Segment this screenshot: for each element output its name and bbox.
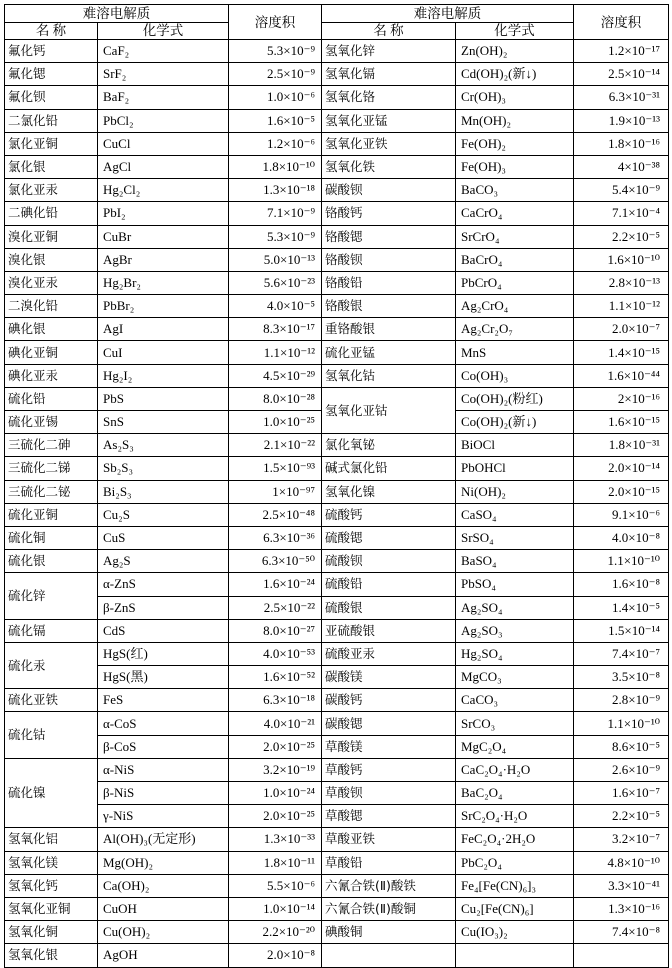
ksp-value: 4.0×10⁻⁸: [574, 526, 669, 549]
compound-formula: Ag₂Cr₂O₇: [456, 318, 574, 341]
ksp-value: 2.5×10⁻²²: [229, 596, 322, 619]
compound-name: 氯化亚汞: [5, 179, 98, 202]
ksp-table: [4, 4, 669, 968]
left-group-header: 难溶电解质: [5, 5, 229, 23]
compound-formula: CuI: [98, 341, 229, 364]
ksp-value: 1.3×10⁻¹⁸: [229, 179, 322, 202]
compound-name: 硫化镉: [5, 619, 98, 642]
table-row: [5, 805, 669, 828]
compound-formula: CdS: [98, 619, 229, 642]
compound-formula: SrF₂: [98, 63, 229, 86]
compound-name: 硫化亚锡: [5, 411, 98, 434]
compound-formula: α-ZnS: [98, 573, 229, 596]
compound-formula: Bi₂S₃: [98, 480, 229, 503]
compound-formula: PbBr₂: [98, 295, 229, 318]
compound-formula: SrC₂O₄·H₂O: [456, 805, 574, 828]
ksp-value: 1.4×10⁻¹⁵: [574, 341, 669, 364]
ksp-value: 1.6×10⁻⁵: [229, 109, 322, 132]
compound-name: 氢氧化铁: [322, 155, 456, 178]
right-group-header: 难溶电解质: [322, 5, 574, 23]
ksp-value: 5.3×10⁻⁹: [229, 225, 322, 248]
compound-formula: Fe(OH)₃: [456, 155, 574, 178]
compound-formula: CaCrO₄: [456, 202, 574, 225]
compound-name: 氢氧化镍: [322, 480, 456, 503]
table-row: [5, 63, 669, 86]
ksp-value: 6.3×10⁻³¹: [574, 86, 669, 109]
table-row: [5, 921, 669, 944]
compound-formula: γ-NiS: [98, 805, 229, 828]
compound-name: 碱式氯化铅: [322, 457, 456, 480]
compound-formula: MnS: [456, 341, 574, 364]
ksp-value: 9.1×10⁻⁶: [574, 503, 669, 526]
ksp-value: 2.2×10⁻⁵: [574, 805, 669, 828]
ksp-value: 4×10⁻³⁸: [574, 155, 669, 178]
compound-name: 碳酸镁: [322, 666, 456, 689]
ksp-value: 1.6×10⁻²⁴: [229, 573, 322, 596]
compound-name: 草酸锶: [322, 805, 456, 828]
left-ksp-header: 溶度积: [229, 5, 322, 40]
ksp-value: 1×10⁻⁹⁷: [229, 480, 322, 503]
empty-cell: [456, 944, 574, 967]
compound-formula: MgCO₃: [456, 666, 574, 689]
ksp-value: 6.3×10⁻⁵⁰: [229, 550, 322, 573]
compound-name: 硫化亚锰: [322, 341, 456, 364]
compound-formula: FeC₂O₄·2H₂O: [456, 828, 574, 851]
compound-formula: CuS: [98, 526, 229, 549]
ksp-value: 1.3×10⁻¹⁶: [574, 897, 669, 920]
compound-formula: HgS(黑): [98, 666, 229, 689]
compound-name: 硫化钴: [5, 712, 98, 758]
compound-name: 氯化银: [5, 155, 98, 178]
compound-name: 硫酸钙: [322, 503, 456, 526]
compound-formula: PbCrO₄: [456, 271, 574, 294]
ksp-value: 2.6×10⁻⁹: [574, 758, 669, 781]
table-row: [5, 573, 669, 596]
ksp-value: 2.0×10⁻⁷: [574, 318, 669, 341]
compound-formula: PbCl₂: [98, 109, 229, 132]
ksp-value: 7.1×10⁻⁴: [574, 202, 669, 225]
compound-formula: Ag₂SO₄: [456, 596, 574, 619]
table-row: [5, 689, 669, 712]
compound-formula: β-ZnS: [98, 596, 229, 619]
ksp-value: 4.8×10⁻¹⁰: [574, 851, 669, 874]
compound-name: 氢氧化铝: [5, 828, 98, 851]
compound-name: 草酸镁: [322, 735, 456, 758]
table-row: [5, 155, 669, 178]
table-row: [5, 550, 669, 573]
table-row: [5, 758, 669, 781]
compound-name: 硫化亚铜: [5, 503, 98, 526]
compound-name: 氢氧化镉: [322, 63, 456, 86]
compound-name: 铬酸铅: [322, 271, 456, 294]
compound-name: 氢氧化铜: [5, 921, 98, 944]
compound-formula: Co(OH)₂(粉红): [456, 387, 574, 410]
compound-formula: Fe(OH)₂: [456, 132, 574, 155]
compound-formula: Mn(OH)₂: [456, 109, 574, 132]
compound-formula: CaC₂O₄·H₂O: [456, 758, 574, 781]
ksp-value: 4.0×10⁻⁵: [229, 295, 322, 318]
compound-formula: CaCO₃: [456, 689, 574, 712]
right-name-header: 名 称: [322, 23, 456, 40]
compound-formula: PbS: [98, 387, 229, 410]
compound-formula: Cd(OH)₂(新↓): [456, 63, 574, 86]
compound-name: 碘酸铜: [322, 921, 456, 944]
ksp-value: 1.1×10⁻¹⁰: [574, 550, 669, 573]
compound-formula: β-NiS: [98, 782, 229, 805]
compound-name: 碘化银: [5, 318, 98, 341]
compound-formula: Ni(OH)₂: [456, 480, 574, 503]
ksp-value: 1.0×10⁻¹⁴: [229, 897, 322, 920]
compound-formula: HgS(红): [98, 642, 229, 665]
table-row: [5, 457, 669, 480]
compound-formula: CuCl: [98, 132, 229, 155]
ksp-value: 1.0×10⁻⁶: [229, 86, 322, 109]
compound-name: 氯化亚铜: [5, 132, 98, 155]
table-row: [5, 341, 669, 364]
ksp-value: 1.0×10⁻²⁴: [229, 782, 322, 805]
left-formula-header: 化学式: [98, 23, 229, 40]
compound-formula: CaF₂: [98, 40, 229, 63]
compound-name: 氟化钡: [5, 86, 98, 109]
ksp-value: 1.2×10⁻¹⁷: [574, 40, 669, 63]
ksp-value: 2.8×10⁻⁹: [574, 689, 669, 712]
compound-name: 硫酸亚汞: [322, 642, 456, 665]
table-row: [5, 179, 669, 202]
compound-name: 重铬酸银: [322, 318, 456, 341]
compound-formula: BiOCl: [456, 434, 574, 457]
compound-formula: BaC₂O₄: [456, 782, 574, 805]
compound-formula: Hg₂Cl₂: [98, 179, 229, 202]
ksp-value: 2.8×10⁻¹³: [574, 271, 669, 294]
ksp-value: 2.1×10⁻²²: [229, 434, 322, 457]
compound-name: 草酸钡: [322, 782, 456, 805]
compound-name: 亚硫酸银: [322, 619, 456, 642]
compound-name: 氢氧化亚锰: [322, 109, 456, 132]
compound-name: 氢氧化锌: [322, 40, 456, 63]
table-row: [5, 40, 669, 63]
compound-formula: Ag₂S: [98, 550, 229, 573]
compound-name: 二氯化铅: [5, 109, 98, 132]
compound-name: 氢氧化镁: [5, 851, 98, 874]
ksp-value: 1.3×10⁻³³: [229, 828, 322, 851]
ksp-value: 2.2×10⁻²⁰: [229, 921, 322, 944]
ksp-value: 8.0×10⁻²⁷: [229, 619, 322, 642]
compound-name: 草酸铅: [322, 851, 456, 874]
ksp-value: 1.1×10⁻¹²: [229, 341, 322, 364]
compound-name: 溴化亚铜: [5, 225, 98, 248]
compound-name: 氟化钙: [5, 40, 98, 63]
ksp-value: 4.0×10⁻²¹: [229, 712, 322, 735]
compound-formula: PbI₂: [98, 202, 229, 225]
compound-formula: Cr(OH)₃: [456, 86, 574, 109]
table-row: [5, 295, 669, 318]
ksp-value: 2.0×10⁻²⁵: [229, 805, 322, 828]
ksp-value: 8.3×10⁻¹⁷: [229, 318, 322, 341]
compound-formula: Cu(OH)₂: [98, 921, 229, 944]
compound-name: 二碘化铅: [5, 202, 98, 225]
ksp-value: 2.0×10⁻⁸: [229, 944, 322, 967]
header-row-1: [5, 5, 669, 23]
table-row: [5, 897, 669, 920]
empty-cell: [574, 944, 669, 967]
compound-formula: α-NiS: [98, 758, 229, 781]
ksp-value: 2.5×10⁻¹⁴: [574, 63, 669, 86]
table-row: [5, 712, 669, 735]
compound-formula: PbC₂O₄: [456, 851, 574, 874]
compound-name: 铬酸钙: [322, 202, 456, 225]
compound-name: 硫化汞: [5, 642, 98, 688]
compound-name: 碘化亚汞: [5, 364, 98, 387]
compound-formula: AgBr: [98, 248, 229, 271]
table-row: [5, 874, 669, 897]
ksp-value: 3.3×10⁻⁴¹: [574, 874, 669, 897]
compound-name: 硫化亚铁: [5, 689, 98, 712]
compound-name: 氯化氧铋: [322, 434, 456, 457]
ksp-value: 1.4×10⁻⁵: [574, 596, 669, 619]
ksp-value: 6.3×10⁻³⁶: [229, 526, 322, 549]
ksp-value: 3.2×10⁻¹⁹: [229, 758, 322, 781]
compound-name: 硫化银: [5, 550, 98, 573]
ksp-value: 1.9×10⁻¹³: [574, 109, 669, 132]
compound-formula: Ca(OH)₂: [98, 874, 229, 897]
ksp-value: 2.5×10⁻⁴⁸: [229, 503, 322, 526]
ksp-value: 2.0×10⁻¹⁴: [574, 457, 669, 480]
empty-cell: [322, 944, 456, 967]
compound-name: 二溴化铅: [5, 295, 98, 318]
compound-name: 氟化锶: [5, 63, 98, 86]
ksp-value: 3.2×10⁻⁷: [574, 828, 669, 851]
compound-formula: PbSO₄: [456, 573, 574, 596]
compound-name: 六氰合铁(Ⅱ)酸铜: [322, 897, 456, 920]
ksp-value: 1.8×10⁻¹¹: [229, 851, 322, 874]
table-row: [5, 851, 669, 874]
compound-formula: Co(OH)₂(新↓): [456, 411, 574, 434]
compound-formula: SrCrO₄: [456, 225, 574, 248]
compound-formula: Co(OH)₃: [456, 364, 574, 387]
ksp-value: 5.4×10⁻⁹: [574, 179, 669, 202]
compound-formula: PbOHCl: [456, 457, 574, 480]
compound-formula: Fe₄[Fe(CN)₆]₃: [456, 874, 574, 897]
ksp-value: 1.5×10⁻¹⁴: [574, 619, 669, 642]
ksp-value: 1.5×10⁻⁹³: [229, 457, 322, 480]
compound-name: 氢氧化亚铁: [322, 132, 456, 155]
ksp-value: 4.5×10⁻²⁹: [229, 364, 322, 387]
compound-name: 碳酸钙: [322, 689, 456, 712]
ksp-value: 7.4×10⁻⁸: [574, 921, 669, 944]
table-row: [5, 944, 669, 967]
table-row: [5, 828, 669, 851]
ksp-value: 5.5×10⁻⁶: [229, 874, 322, 897]
compound-formula: Al(OH)₃(无定形): [98, 828, 229, 851]
ksp-value: 1.8×10⁻¹⁰: [229, 155, 322, 178]
compound-formula: Hg₂Br₂: [98, 271, 229, 294]
compound-formula: AgCl: [98, 155, 229, 178]
ksp-value: 8.6×10⁻⁵: [574, 735, 669, 758]
compound-formula: BaSO₄: [456, 550, 574, 573]
ksp-value: 8.0×10⁻²⁸: [229, 387, 322, 410]
compound-name: 硫酸银: [322, 596, 456, 619]
table-row: [5, 526, 669, 549]
compound-name: 氢氧化钴: [322, 364, 456, 387]
compound-formula: Hg₂I₂: [98, 364, 229, 387]
header-row-2: [5, 23, 669, 40]
compound-name: 硫化锌: [5, 573, 98, 619]
table-row: [5, 434, 669, 457]
compound-name: 硫化铅: [5, 387, 98, 410]
ksp-value: 1.1×10⁻¹⁰: [574, 712, 669, 735]
ksp-value: 1.6×10⁻¹⁵: [574, 411, 669, 434]
ksp-value: 1.6×10⁻⁵²: [229, 666, 322, 689]
compound-formula: Cu₂S: [98, 503, 229, 526]
compound-formula: MgC₂O₄: [456, 735, 574, 758]
compound-name: 碘化亚铜: [5, 341, 98, 364]
compound-formula: Zn(OH)₂: [456, 40, 574, 63]
compound-formula: As₂S₃: [98, 434, 229, 457]
compound-name: 硫酸铅: [322, 573, 456, 596]
compound-name: 氢氧化亚铜: [5, 897, 98, 920]
ksp-value: 1.6×10⁻⁸: [574, 573, 669, 596]
left-name-header: 名 称: [5, 23, 98, 40]
ksp-value: 6.3×10⁻¹⁸: [229, 689, 322, 712]
ksp-value: 1.1×10⁻¹²: [574, 295, 669, 318]
ksp-value: 5.0×10⁻¹³: [229, 248, 322, 271]
compound-formula: BaF₂: [98, 86, 229, 109]
compound-formula: β-CoS: [98, 735, 229, 758]
compound-formula: BaCO₃: [456, 179, 574, 202]
table-row: [5, 735, 669, 758]
ksp-value: 2.0×10⁻²⁵: [229, 735, 322, 758]
compound-name: 硫酸锶: [322, 526, 456, 549]
compound-formula: FeS: [98, 689, 229, 712]
table-row: [5, 109, 669, 132]
compound-name: 铬酸银: [322, 295, 456, 318]
compound-formula: SnS: [98, 411, 229, 434]
table-row: [5, 503, 669, 526]
compound-name: 草酸钙: [322, 758, 456, 781]
compound-formula: CuOH: [98, 897, 229, 920]
table-row: [5, 480, 669, 503]
ksp-value: 2.5×10⁻⁹: [229, 63, 322, 86]
ksp-value: 2.2×10⁻⁵: [574, 225, 669, 248]
compound-formula: Cu₂[Fe(CN)₆]: [456, 897, 574, 920]
compound-formula: AgI: [98, 318, 229, 341]
ksp-value: 1.8×10⁻³¹: [574, 434, 669, 457]
compound-formula: SrSO₄: [456, 526, 574, 549]
compound-formula: CaSO₄: [456, 503, 574, 526]
compound-name: 氢氧化铬: [322, 86, 456, 109]
compound-formula: Sb₂S₃: [98, 457, 229, 480]
compound-name: 六氰合铁(Ⅱ)酸铁: [322, 874, 456, 897]
compound-name: 硫化铜: [5, 526, 98, 549]
right-ksp-header: 溶度积: [574, 5, 669, 40]
compound-formula: Ag₂SO₃: [456, 619, 574, 642]
ksp-value: 1.8×10⁻¹⁶: [574, 132, 669, 155]
ksp-value: 1.0×10⁻²⁵: [229, 411, 322, 434]
compound-formula: Ag₂CrO₄: [456, 295, 574, 318]
table-row: [5, 364, 669, 387]
compound-formula: Cu(IO₃)₂: [456, 921, 574, 944]
table-row: [5, 248, 669, 271]
compound-formula: Mg(OH)₂: [98, 851, 229, 874]
table-row: [5, 202, 669, 225]
table-row: [5, 318, 669, 341]
compound-formula: SrCO₃: [456, 712, 574, 735]
compound-name: 碳酸钡: [322, 179, 456, 202]
table-row: [5, 271, 669, 294]
table-row: [5, 619, 669, 642]
ksp-value: 1.2×10⁻⁶: [229, 132, 322, 155]
compound-name: 三硫化二锑: [5, 457, 98, 480]
compound-name: 硫酸钡: [322, 550, 456, 573]
compound-name: 碳酸锶: [322, 712, 456, 735]
ksp-value: 7.1×10⁻⁹: [229, 202, 322, 225]
ksp-value: 3.5×10⁻⁸: [574, 666, 669, 689]
table-row: [5, 225, 669, 248]
table-row: [5, 132, 669, 155]
compound-formula: CuBr: [98, 225, 229, 248]
table-row: [5, 642, 669, 665]
ksp-value: 1.6×10⁻⁷: [574, 782, 669, 805]
compound-name: 三硫化二砷: [5, 434, 98, 457]
compound-name: 硫化镍: [5, 758, 98, 828]
ksp-value: 7.4×10⁻⁷: [574, 642, 669, 665]
compound-name: 氢氧化银: [5, 944, 98, 967]
table-row: [5, 596, 669, 619]
compound-formula: BaCrO₄: [456, 248, 574, 271]
compound-formula: α-CoS: [98, 712, 229, 735]
compound-name: 氢氧化亚钴: [322, 387, 456, 433]
ksp-value: 4.0×10⁻⁵³: [229, 642, 322, 665]
compound-name: 氢氧化钙: [5, 874, 98, 897]
right-formula-header: 化学式: [456, 23, 574, 40]
ksp-value: 5.6×10⁻²³: [229, 271, 322, 294]
compound-name: 草酸亚铁: [322, 828, 456, 851]
compound-name: 溴化银: [5, 248, 98, 271]
table-row: [5, 782, 669, 805]
compound-formula: Hg₂SO₄: [456, 642, 574, 665]
compound-name: 铬酸钡: [322, 248, 456, 271]
compound-name: 溴化亚汞: [5, 271, 98, 294]
ksp-value: 2×10⁻¹⁶: [574, 387, 669, 410]
ksp-value: 1.6×10⁻⁴⁴: [574, 364, 669, 387]
table-row: [5, 387, 669, 410]
compound-formula: AgOH: [98, 944, 229, 967]
ksp-value: 1.6×10⁻¹⁰: [574, 248, 669, 271]
ksp-value: 2.0×10⁻¹⁵: [574, 480, 669, 503]
compound-name: 铬酸锶: [322, 225, 456, 248]
ksp-value: 5.3×10⁻⁹: [229, 40, 322, 63]
table-row: [5, 666, 669, 689]
table-row: [5, 86, 669, 109]
compound-name: 三硫化二铋: [5, 480, 98, 503]
